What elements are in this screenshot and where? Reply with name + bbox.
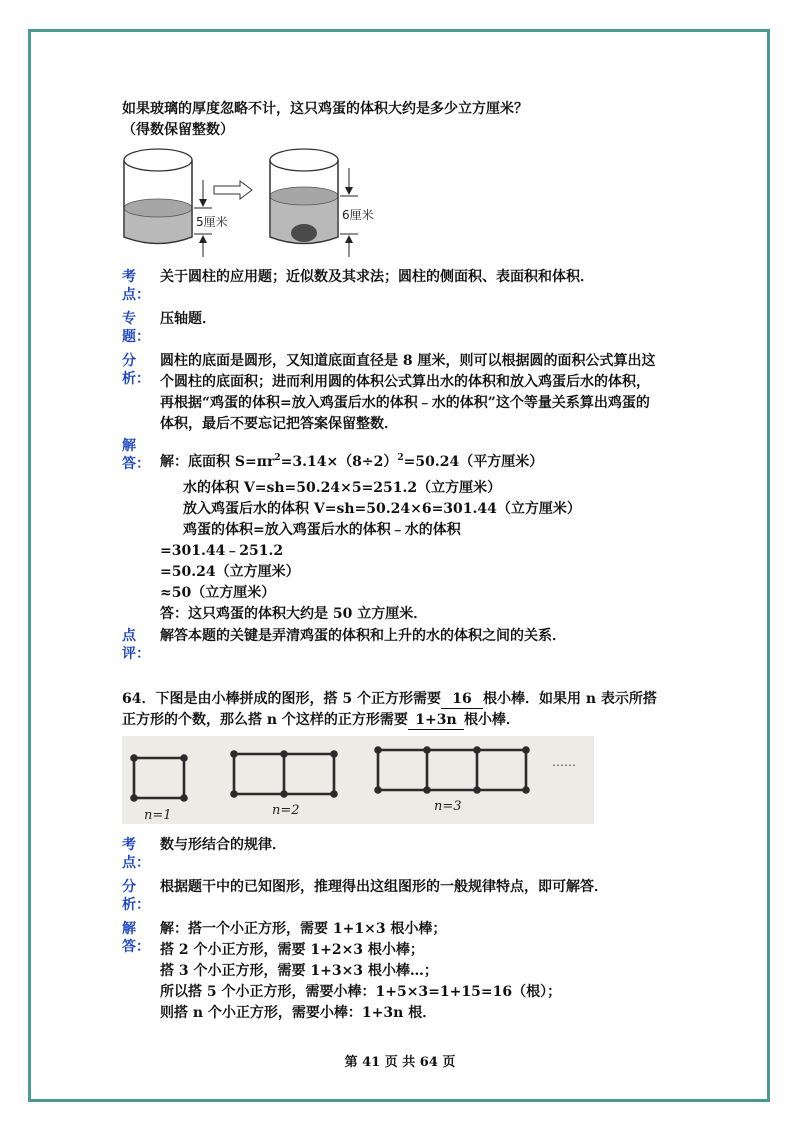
left-cylinder [124,149,228,257]
q63-question-line2: （得数保留整数） [122,122,234,138]
q63-fenxi-line: 圆柱的底面是圆形，又知道底面直径是 8 厘米，则可以根据圆的面积公式算出这 [160,353,656,369]
q63-jieda-line: 水的体积 V=sh=50.24×5=251.2（立方厘米） [183,480,502,496]
q64-jieda-line: 搭 3 个小正方形，需要 1+3×3 根小棒…； [160,963,438,979]
q64-kaodian-text: 数与形结合的规律． [160,837,286,853]
q64-answer-blank-1: 16 [441,690,483,709]
matchstick-figure [122,736,594,824]
q63-jieda-line: =301.44﹣251.2 [160,543,284,559]
q63-zhuanti-text: 压轴题． [160,311,216,327]
q64-fenxi-label: 分 析： [122,879,150,913]
q63-dianping-text: 解答本题的关键是弄清鸡蛋的体积和上升的水的体积之间的关系． [160,628,566,644]
label-n1: n=1 [144,808,172,823]
continuation-dots: …… [552,755,576,769]
q63-jieda-first: 解：底面积 $S=\pi r^2=3.14\times(8\div 2)^2=50.24$（平方厘米） [160,453,544,470]
q64-question-line2: 正方形的个数，那么搭 n 个这样的正方形需要 1+3n 根小棒． [122,712,520,728]
q63-jieda-line: 放入鸡蛋后水的体积 V=sh=50.24×6=301.44（立方厘米） [183,501,581,517]
q63-zhuanti-label: 专 题： [122,311,150,345]
q63-jieda-label: 解 答： [122,438,150,472]
q64-kaodian-label: 考 点： [122,837,150,871]
q64-jieda-line: 搭 2 个小正方形，需要 1+2×3 根小棒； [160,942,424,958]
q63-fenxi-line: 再根据“鸡蛋的体积=放入鸡蛋后水的体积﹣水的体积”这个等量关系算出鸡蛋的 [160,395,650,411]
egg-shape [291,224,317,242]
q63-jieda-line: 答：这只鸡蛋的体积大约是 50 立方厘米． [160,606,428,622]
q63-jieda-line: =50.24（立方厘米） [160,564,300,580]
q64-jieda-line: 所以搭 5 个小正方形，需要小棒：1+5×3=1+15=16（根）； [160,984,562,1000]
q63-dianping-label: 点 评： [122,628,150,662]
left-height-label: 5厘米 [196,215,228,229]
q64-jieda-label: 解 答： [122,921,150,955]
q64-question-line1: 64．下图是由小棒拼成的图形，搭 5 个正方形需要 16 根小棒．如果用 n 表示所搭 [122,691,657,707]
q63-kaodian-label: 考 点： [122,269,150,303]
q63-kaodian-text: 关于圆柱的应用题；近似数及其求法；圆柱的侧面积、表面积和体积． [160,269,594,285]
q63-jieda-line: 鸡蛋的体积=放入鸡蛋后水的体积﹣水的体积 [183,522,461,538]
q63-question-line1: 如果玻璃的厚度忽略不计，这只鸡蛋的体积大约是多少立方厘米？ [122,101,528,117]
arrow-right-icon [214,181,252,199]
q64-jieda-line: 则搭 n 个小正方形，需要小棒：1+3n 根． [160,1005,437,1021]
q64-answer-blank-2: 1+3n [408,711,464,730]
page-number: 第 41 页 共 64 页 [344,1055,456,1070]
cylinder-figure [118,142,388,262]
q63-fenxi-line: 体积，最后不要忘记把答案保留整数． [160,416,398,432]
q64-jieda-line: 解：搭一个小正方形，需要 1+1×3 根小棒； [160,921,447,937]
q63-fenxi-line: 个圆柱的底面积；进而利用圆的体积公式算出水的体积和放入鸡蛋后水的体积， [160,374,650,390]
label-n3: n=3 [434,799,462,814]
q63-jieda-line: ≈50（立方厘米） [160,585,276,601]
q63-fenxi-label: 分 析： [122,353,150,387]
q64-fenxi-text: 根据题干中的已知图形，推理得出这组图形的一般规律特点，即可解答． [160,879,608,895]
right-height-label: 6厘米 [342,208,374,222]
right-cylinder [270,149,374,257]
label-n2: n=2 [272,803,300,818]
